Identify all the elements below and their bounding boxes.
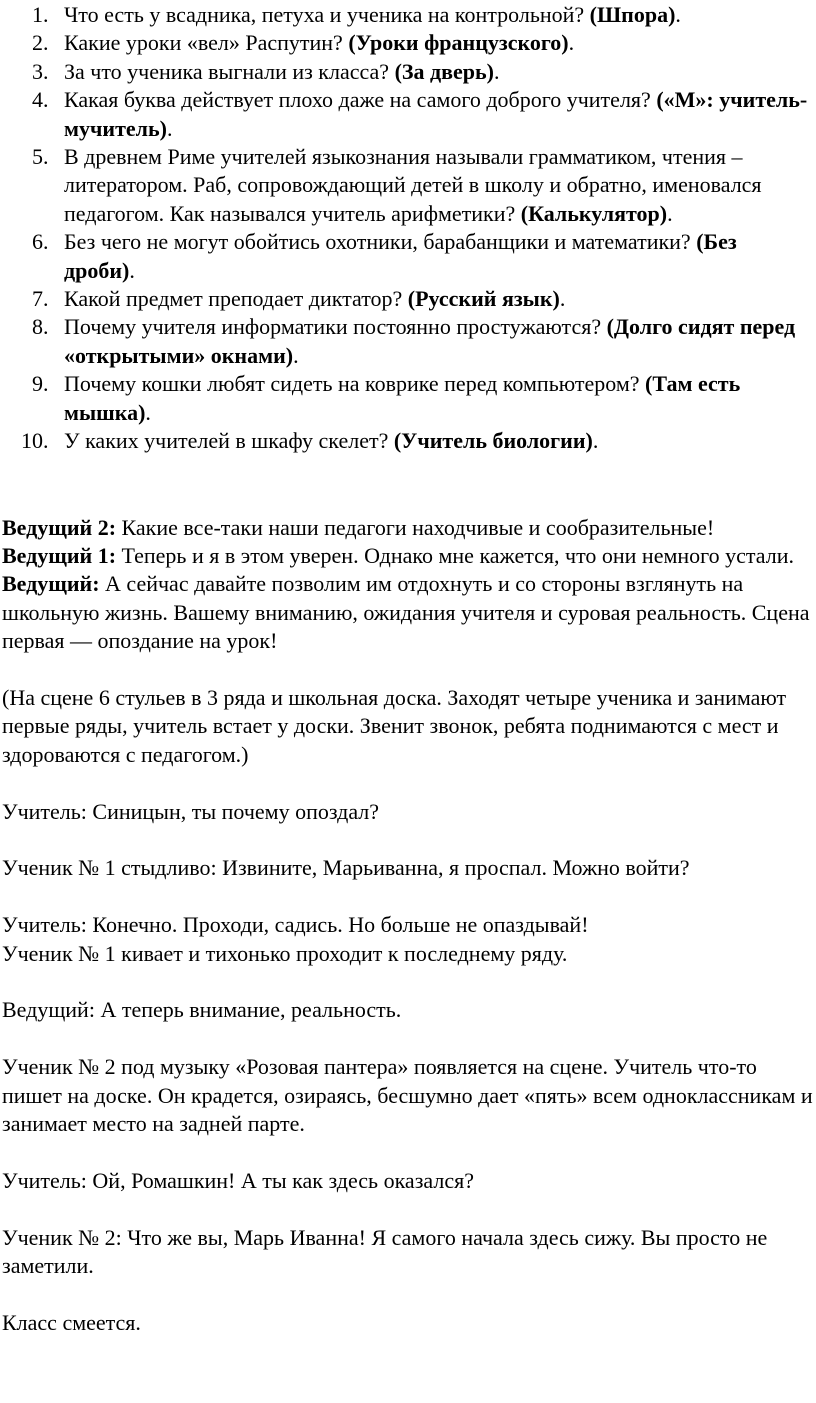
speaker-label: Ведущий 2: — [2, 514, 117, 540]
question-text: Какой предмет преподает диктатор? — [64, 286, 408, 312]
speech-text: Теперь и я в этом уверен. Однако мне кажется, что они немного устали. — [116, 542, 795, 568]
spacer — [2, 769, 814, 797]
list-number: 5. — [32, 144, 49, 170]
punctuation: . — [293, 342, 299, 368]
punctuation: . — [675, 2, 681, 27]
punctuation: . — [145, 399, 151, 425]
speech-text: Какие все-таки наши педагоги находчивые и сообразительные! — [116, 514, 715, 540]
spacer — [2, 1025, 814, 1053]
stage-direction: (На сцене 6 стульев в 3 ряда и школьная доска. Заходят четыре ученика и занимают первые ряды, учитель встает у доски. Звенит звонок, ребята поднимаются с мест и здороваются с педагогом.) — [2, 684, 787, 767]
host-line — [2, 570, 814, 655]
list-number: 6. — [32, 229, 49, 255]
answer-text: (Уроки французского) — [348, 30, 569, 56]
list-number: 1. — [32, 2, 49, 27]
list-item — [2, 427, 814, 455]
paragraph: Ученик № 1 стыдливо: Извините, Марьиванна, я проспал. Можно войти? — [2, 855, 690, 881]
paragraph: Учитель: Синицын, ты почему опоздал? — [2, 798, 380, 824]
question-text: За что ученика выгнали из класса? — [64, 58, 395, 84]
punctuation: . — [129, 257, 135, 283]
question-text: Какая буква действует плохо даже на самого доброго учителя? — [64, 87, 657, 113]
list-item — [2, 313, 814, 370]
question-text: Что есть у всадника, петуха и ученика на контрольной? — [64, 2, 590, 27]
answer-text: (Долго сидят перед «открытыми» окнами) — [64, 314, 796, 368]
answer-text: (Шпора) — [589, 2, 676, 27]
spacer — [2, 1195, 814, 1223]
answer-text: (Калькулятор) — [520, 200, 668, 226]
spacer — [2, 826, 814, 854]
question-text: У каких учителей в шкафу скелет? — [64, 428, 394, 454]
list-number: 4. — [32, 87, 49, 113]
list-item — [2, 29, 814, 57]
paragraph: Учитель: Конечно. Проходи, садись. Но больше не опаздывай! — [2, 912, 589, 938]
question-text: Без чего не могут обойтись охотники, барабанщики и математики? — [64, 229, 697, 255]
speech-text: А сейчас давайте позволим им отдохнуть и со стороны взглянуть на школьную жизнь. Вашему вниманию, ожидания учителя и суровая реальность. Сцена первая — опоздание на урок! — [2, 571, 810, 654]
list-item — [2, 370, 814, 427]
paragraph: Ученик № 1 кивает и тихонько проходит к последнему ряду. — [2, 940, 568, 966]
spacer — [2, 968, 814, 996]
list-item — [2, 143, 814, 228]
quiz-list — [2, 0, 814, 456]
spacer — [2, 1138, 814, 1166]
answer-text: (За дверь) — [394, 58, 494, 84]
list-number: 7. — [32, 286, 49, 312]
spacer — [2, 656, 814, 684]
list-number: 2. — [32, 30, 49, 56]
question-text: В древнем Риме учителей языкознания называли грамматиком, чтения – литератором. Раб, сопровождающий детей в школу и обратно, именовался педагогом. Как назывался учитель арифметики? — [64, 144, 762, 226]
answer-text: (Без дроби) — [64, 229, 737, 283]
spacer — [2, 883, 814, 911]
list-item — [2, 1, 814, 29]
answer-text: (Учитель биологии) — [393, 428, 593, 454]
paragraph: Учитель: Ой, Ромашкин! А ты как здесь оказался? — [2, 1167, 474, 1193]
punctuation: . — [568, 30, 575, 56]
paragraph: Ученик № 2 под музыку «Розовая пантера» появляется на сцене. Учитель что-то пишет на доске. Он крадется, озираясь, бесшумно дает «пять» всем одноклассникам и занимает место на задней парте. — [2, 1054, 813, 1136]
punctuation: . — [166, 115, 173, 141]
paragraph: Ученик № 2: Что же вы, Марь Иванна! Я самого начала здесь сижу. Вы просто не заметили. — [2, 1224, 768, 1278]
question-text: Почему учителя информатики постоянно простужаются? — [64, 314, 607, 340]
punctuation: . — [559, 286, 566, 312]
question-text: Какие уроки «вел» Распутин? — [64, 30, 349, 56]
punctuation: . — [667, 200, 673, 226]
list-number: 10. — [21, 428, 49, 454]
punctuation: . — [592, 428, 599, 454]
speaker-label: Ведущий 1: — [2, 542, 117, 568]
list-item — [2, 58, 814, 86]
question-text: Почему кошки любят сидеть на коврике перед компьютером? — [64, 371, 646, 397]
list-item — [2, 285, 814, 313]
answer-text: («М»: учитель-мучитель) — [64, 87, 808, 141]
list-number: 9. — [32, 371, 49, 397]
spacer — [2, 1280, 814, 1308]
list-item — [2, 86, 814, 143]
list-number: 8. — [32, 314, 49, 340]
paragraph: Класс смеется. — [2, 1309, 141, 1335]
answer-text: (Русский язык) — [407, 286, 560, 312]
host1-line — [2, 542, 814, 570]
paragraph: Ведущий: А теперь внимание, реальность. — [2, 997, 402, 1023]
answer-text: (Там есть мышка) — [64, 371, 741, 425]
spacer — [2, 456, 814, 514]
list-number: 3. — [32, 58, 49, 84]
speaker-label: Ведущий: — [2, 571, 100, 597]
list-item — [2, 228, 814, 285]
host2-line — [2, 514, 814, 542]
punctuation: . — [494, 58, 500, 84]
